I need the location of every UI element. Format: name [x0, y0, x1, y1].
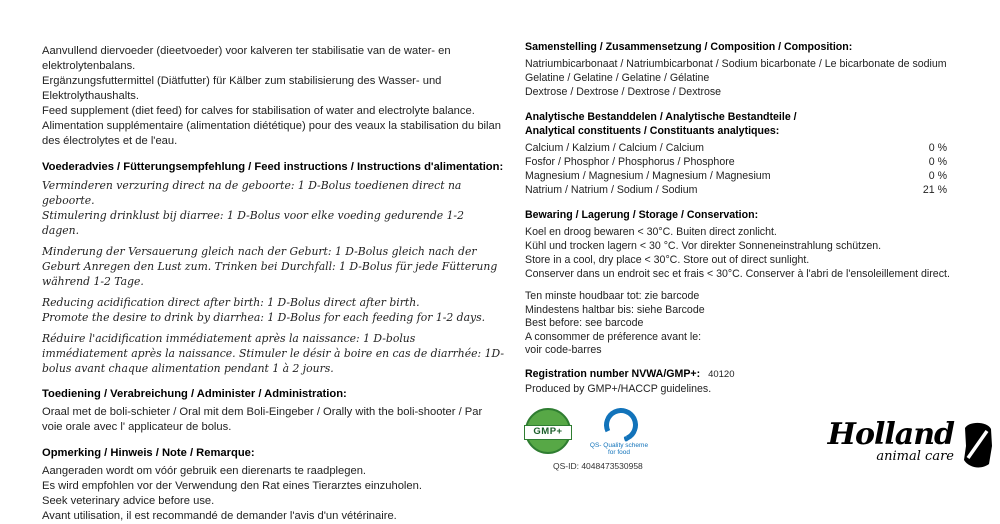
note-line-en: Seek veterinary advice before use.	[42, 495, 215, 507]
gmp-plus-logo-icon	[525, 408, 571, 454]
storage-block	[525, 225, 950, 281]
analytical-row-magnesium	[525, 169, 947, 183]
feed-instructions-block	[42, 178, 504, 376]
feed-item-en-1: Reducing acidification direct after birth: 1 D-Bolus direct after birth.	[42, 296, 420, 309]
analytical-heading-line2: Analytical constituents / Constituants analytiques:	[525, 125, 780, 137]
composition-line-1: Natriumbicarbonaat / Natriumbicarbonat / Sodium bicarbonate / Le bicarbonate de sodium	[525, 58, 947, 70]
analytical-label: Fosfor / Phosphor / Phosphorus / Phosphore	[525, 156, 735, 168]
feed-item-en-2: Promote the desire to drink by diarrhea: 1 D-Bolus for each feeding for 1-2 days.	[42, 311, 486, 324]
analytical-label: Magnesium / Magnesium / Magnesium / Magnesium	[525, 170, 771, 182]
composition-line-2: Gelatine / Gelatine / Gelatine / Gélatine	[525, 72, 710, 84]
feed-item-nl-2: Stimulering drinklust bij diarree: 1 D-Bolus voor elke voeding gedurende 1-2 dagen.	[42, 209, 464, 237]
storage-line-de: Kühl und trocken lagern < 30 °C. Vor direkter Sonneneinstrahlung schützen.	[525, 240, 882, 252]
right-column	[525, 40, 950, 473]
analytical-value: 0 %	[928, 156, 947, 168]
analytical-value: 21 %	[922, 184, 947, 196]
registration-number: 40120	[708, 368, 735, 380]
produced-by-text: Produced by GMP+/HACCP guidelines.	[525, 382, 712, 395]
best-before-block	[525, 290, 947, 358]
note-heading: Opmerking / Hinweis / Note / Remarque:	[42, 447, 255, 459]
analytical-row-phosphorus	[525, 155, 947, 169]
note-line-fr: Avant utilisation, il est recommandé de demander l'avis d'un vétérinaire.	[42, 510, 397, 522]
registration-line	[525, 367, 947, 382]
composition-block	[525, 57, 947, 99]
composition-heading: Samenstelling / Zusammensetzung / Composition / Composition:	[525, 41, 853, 53]
administration-heading: Toediening / Verabreichung / Administer / Administration:	[42, 388, 347, 400]
brand-subtitle: animal care	[876, 449, 954, 464]
qs-logo-icon	[587, 406, 651, 456]
registration-block	[525, 367, 947, 396]
qs-id-text: QS-ID: 4048473530958	[553, 460, 643, 471]
analytical-row-calcium	[525, 141, 947, 155]
administration-text: Oraal met de boli-schieter / Oral mit dem Boli-Eingeber / Orally with the boli-shooter / Par voie orale avec l' applicateur de bolus.	[42, 406, 483, 433]
note-line-nl: Aangeraden wordt om vóór gebruik een dierenarts te raadplegen.	[42, 465, 367, 477]
note-line-de: Es wird empfohlen vor der Verwendung den Rat eines Tierarztes einzuholen.	[42, 480, 422, 492]
qs-mark-icon	[602, 406, 638, 448]
feed-instructions-heading: Voederadvies / Fütterungsempfehlung / Feed instructions / Instructions d'alimentation:	[42, 161, 504, 173]
analytical-value: 0 %	[928, 170, 947, 182]
analytical-label: Calcium / Kalzium / Calcium / Calcium	[525, 142, 704, 154]
gmp-plus-label: GMP+	[524, 425, 572, 440]
intro-block	[42, 44, 504, 149]
best-before-fr-2: voir code-barres	[525, 344, 602, 356]
analytical-table	[525, 141, 947, 197]
best-before-fr-1: A consommer de préference avant le:	[525, 330, 702, 343]
left-column	[42, 44, 504, 524]
brand-logo	[826, 417, 998, 473]
intro-line-nl: Aanvullend diervoeder (dieetvoeder) voor kalveren ter stabilisatie van de water- en elektrolytenbalans.	[42, 45, 451, 72]
intro-line-en: Feed supplement (diet feed) for calves for stabilisation of water and electrolyte balance.	[42, 105, 475, 117]
qs-caption: QS- Quality scheme for food	[589, 441, 649, 456]
intro-line-de: Ergänzungsfuttermittel (Diätfutter) für Kälber zum stabilisierung des Wasser- und Elektrolythaushalts.	[42, 75, 442, 102]
storage-line-en: Store in a cool, dry place < 30°C. Store out of direct sunlight.	[525, 254, 810, 266]
analytical-label: Natrium / Natrium / Sodium / Sodium	[525, 184, 698, 196]
feed-item-nl-1: Verminderen verzuring direct na de geboorte: 1 D-Bolus toedienen direct na geboorte.	[42, 179, 462, 207]
qs-check-icon: ✓	[621, 425, 638, 448]
analytical-heading-line1: Analytische Bestanddelen / Analytische Bestandteile /	[525, 111, 797, 123]
storage-line-fr: Conserver dans un endroit sec et frais < 30°C. Conserver à l'abri de l'ensoleillement direct.	[525, 268, 950, 280]
note-block	[42, 464, 504, 524]
brand-name: Holland	[827, 417, 954, 452]
analytical-row-sodium	[525, 183, 947, 197]
feed-item-de: Minderung der Versauerung gleich nach der Geburt: 1 D-Bolus gleich nach der Geburt Anregen den Lust zum. Trinken bei Durchfall: 1 D-Bolus für jede Fütterung während 1-2 Tage.	[42, 245, 498, 288]
brand-mark-icon	[960, 422, 994, 473]
intro-line-fr: Alimentation supplémentaire (alimentation diététique) pour des veaux la stabilisation du bilan des électrolytes et de l'eau.	[42, 120, 501, 147]
brand-text	[826, 417, 954, 464]
storage-line-nl: Koel en droog bewaren < 30°C. Buiten direct zonlicht.	[525, 226, 777, 238]
registration-label: Registration number NVWA/GMP+:	[525, 367, 701, 380]
best-before-nl: Ten minste houdbaar tot: zie barcode	[525, 290, 700, 302]
composition-line-3: Dextrose / Dextrose / Dextrose / Dextrose	[525, 86, 722, 98]
feed-item-fr: Réduire l'acidification immédiatement après la naissance: 1 D-bolus immédiatement après la naissance. Stimuler le désir à boire en cas de diarrhée: 1D-bolus avant chaque alimentation pendant 1 à 2 jours.	[42, 332, 504, 375]
analytical-value: 0 %	[928, 142, 947, 154]
storage-heading: Bewaring / Lagerung / Storage / Conservation:	[525, 209, 759, 221]
best-before-en: Best before: see barcode	[525, 317, 644, 329]
best-before-de: Mindestens haltbar bis: siehe Barcode	[525, 303, 705, 316]
